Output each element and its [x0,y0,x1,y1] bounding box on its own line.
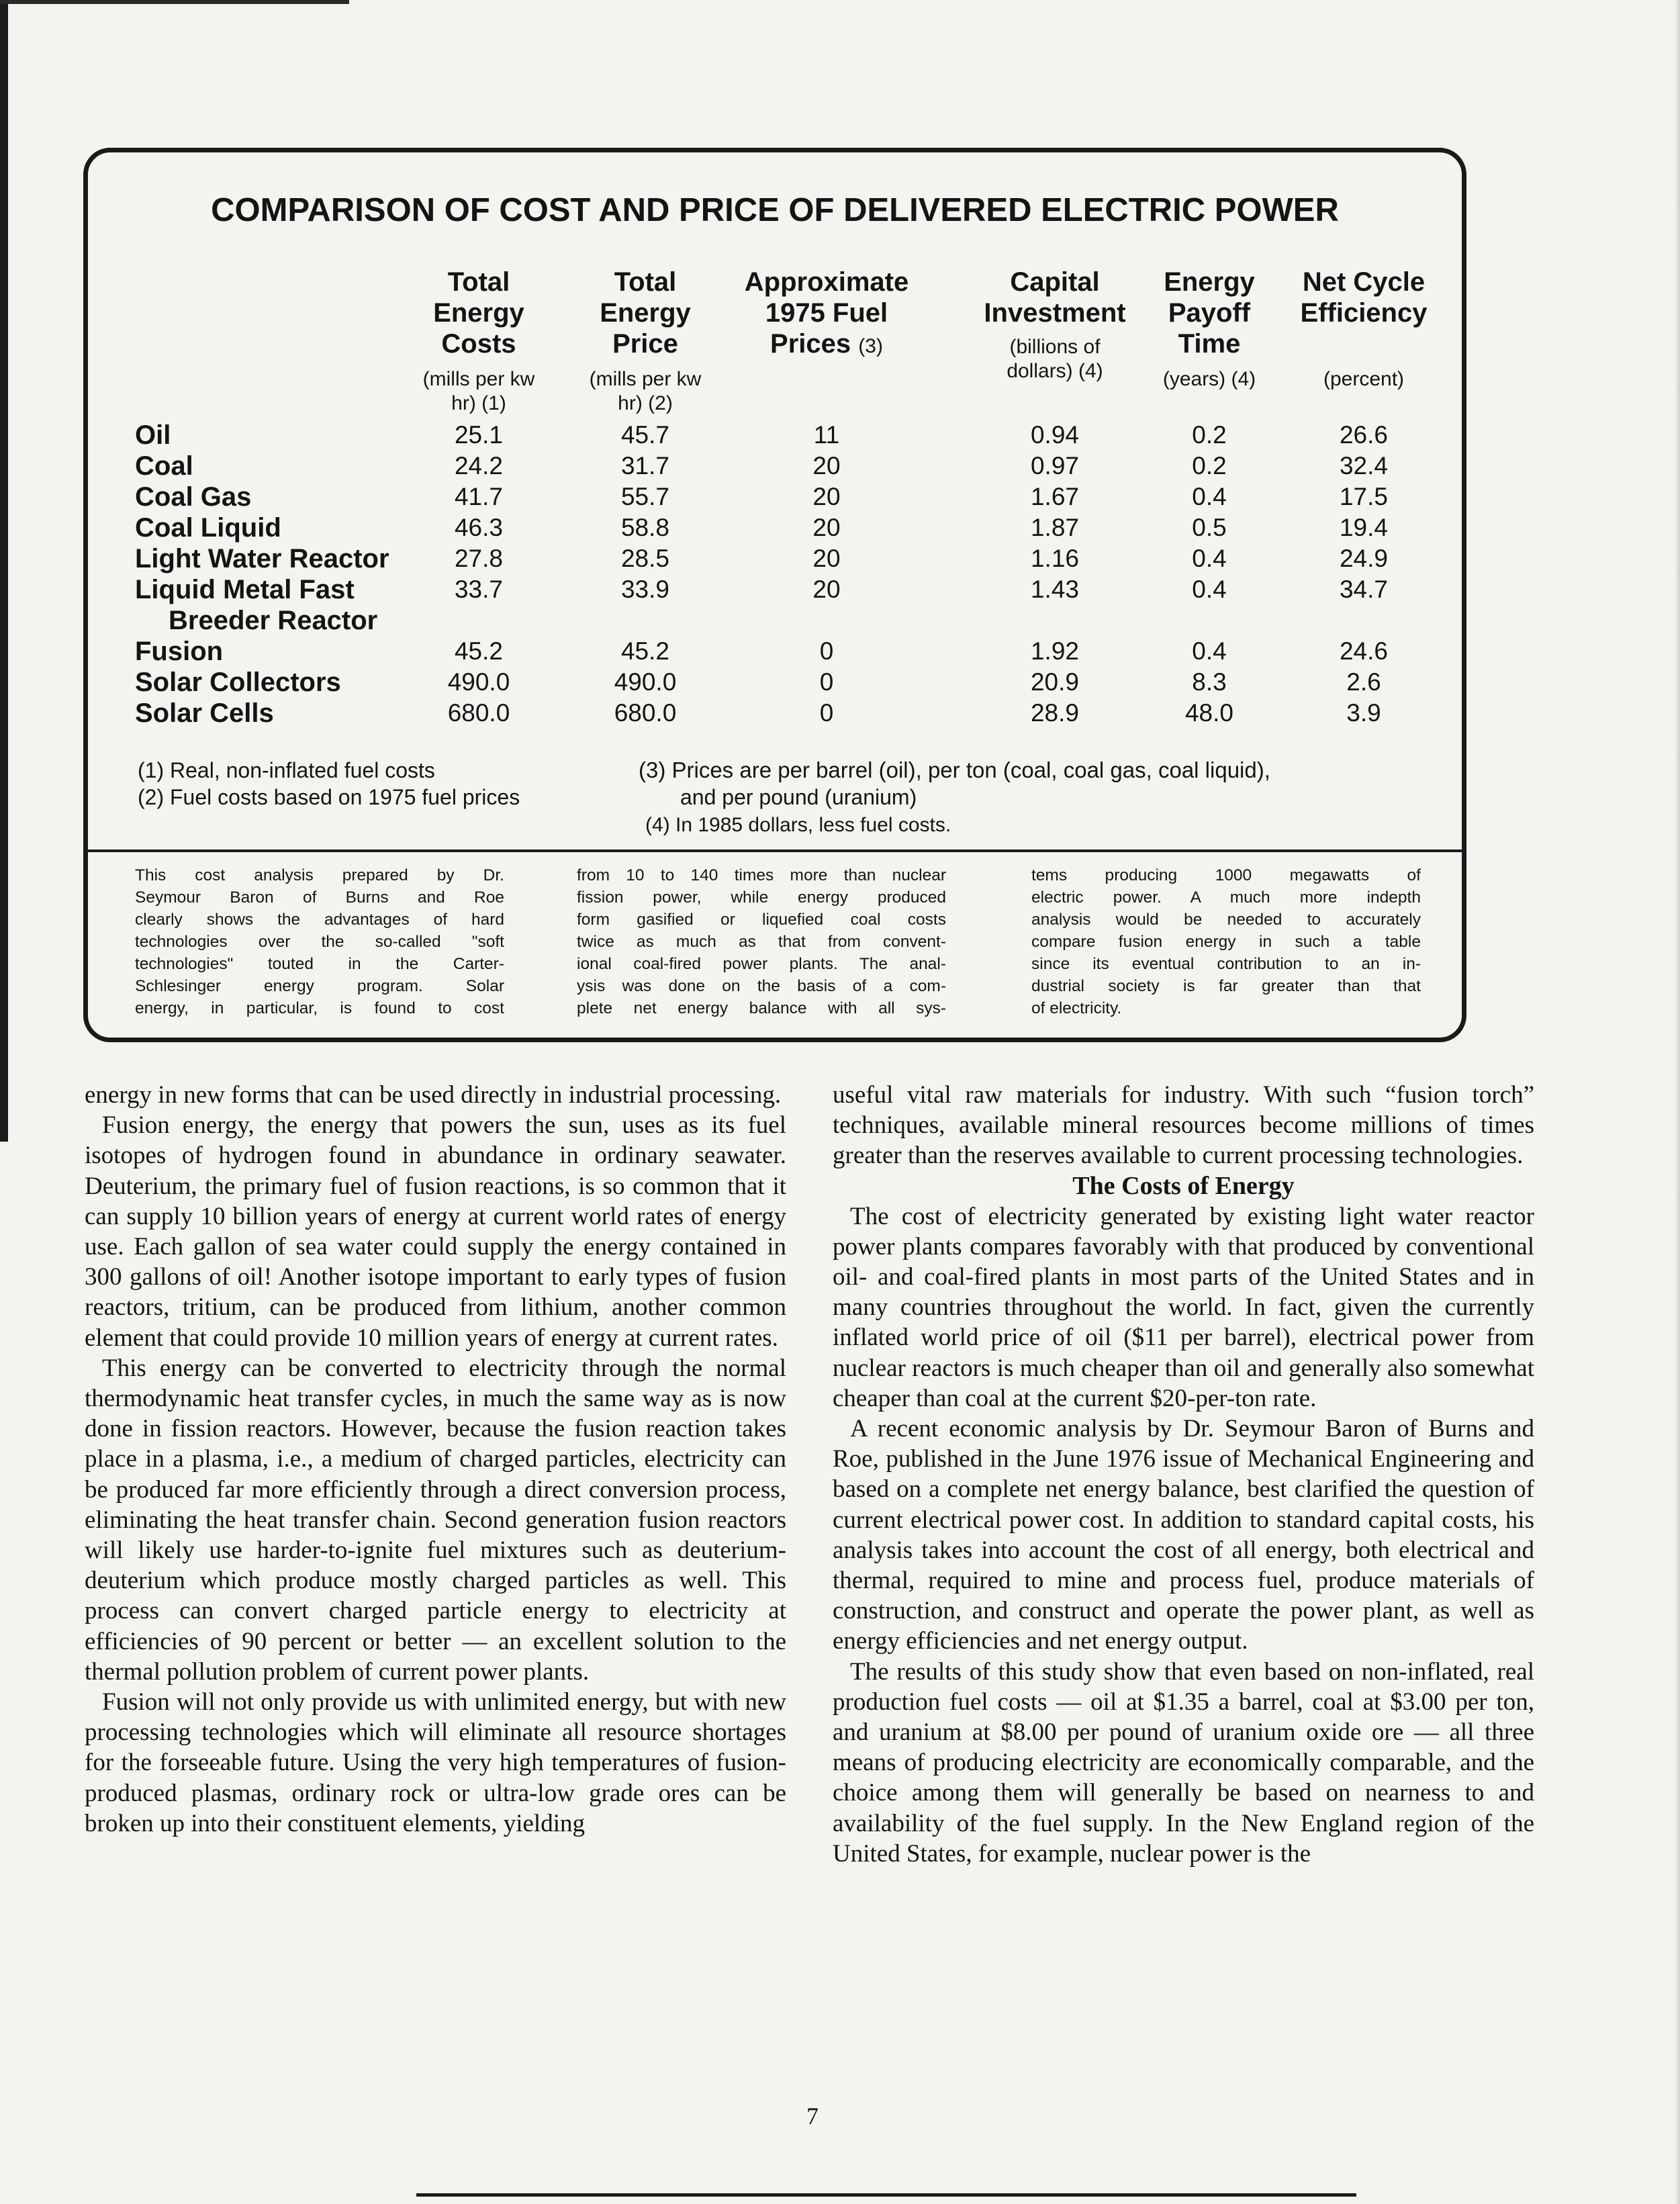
article-column-right [833,1080,1534,1869]
caption-column-1 [135,864,504,1019]
caption-line: twice as much as that from convent- [577,933,946,951]
table-cell: 8.3 [1192,668,1227,696]
table-cell: 20.9 [1030,668,1079,696]
caption-line: ional coal-fired power plants. The anal- [577,955,946,973]
table-cell: 20 [812,576,841,603]
row-label: Fusion [135,637,224,666]
col-head-net-cycle-efficiency: Net Cycle Efficiency [1300,267,1428,328]
row-label: Light Water Reactor [135,544,389,573]
row-label: Solar Cells [135,698,274,728]
table-cell: 46.3 [454,514,503,541]
row-label: Oil [135,420,171,450]
caption-line: analysis would be needed to accurately [1031,911,1421,929]
col-unit-energy-payoff-time: (years) (4) [1162,368,1256,390]
table-cell: 20 [812,452,841,479]
col-head-fuel-prices [686,267,968,362]
table-cell: 0.2 [1192,452,1227,479]
footnote-3-cont: and per pound (uranium) [680,785,917,809]
scan-edge-right [1675,0,1680,2204]
table-cell: 3.9 [1346,699,1381,727]
caption-line: of electricity. [1031,999,1122,1017]
caption-line: energy, in particular, is found to cost [135,999,504,1017]
table-cell: 48.0 [1184,699,1233,727]
right-paragraphs [833,1201,1534,1869]
cost-table-box [83,148,1466,1042]
table-cell: 34.7 [1339,576,1388,603]
table-cell: 0.4 [1192,637,1227,665]
table-cell: 0 [819,668,834,696]
table-cell: 11 [813,421,840,449]
table-cell: 0.97 [1030,452,1079,479]
row-label: Coal [135,451,193,481]
col-unit-total-energy-price: (mills per kw hr) (2) [589,368,702,414]
caption-line: clearly shows the advantages of hard [135,911,504,929]
table-title: COMPARISON OF COST AND PRICE OF DELIVERED ELECTRIC POWER [211,192,1339,228]
table-divider [88,850,1462,852]
caption-column-2 [577,864,946,1019]
table-cell: 0.2 [1192,421,1227,449]
table-cell: 1.92 [1030,637,1079,665]
col-head-total-energy-price: Total Energy Price [600,267,691,359]
table-cell: 20 [812,483,841,510]
row-label: Solar Collectors [135,668,341,697]
article-paragraph: Fusion will not only provide us with unlimited energy, but with new processing technologies which will eliminate all resource shortages for the forseeable future. Using the very high temperatures of fusion-produced plasmas, ordinary rock or ultra-low grade ores can be broken up into their constituent elements, yielding [85,1688,786,1837]
scan-edge-top [0,0,349,4]
footnote-1: (1) Real, non-inflated fuel costs [138,758,435,782]
caption-line: technologies" touted in the Carter- [135,955,504,973]
table-cell: 490.0 [447,668,510,696]
table-cell: 31.7 [620,452,669,479]
table-cell: 680.0 [614,699,677,727]
table-cell: 1.87 [1030,514,1079,541]
table-cell: 58.8 [620,514,669,541]
table-cell: 17.5 [1339,483,1388,510]
article-paragraph: This energy can be converted to electricity through the normal thermodynamic heat transfer cycles, in much the same way as is now done in fission reactors. However, because the fusion reaction takes place in a plasma, i.e., a medium of charged particles, electricity can be produced far more efficiently through a direct conversion process, eliminating the heat transfer chain. Second generation fusion reactors will likely use harder-to-ignite fuel mixtures such as deuterium-deuterium which produce mostly charged particles as well. This process can convert charged particle energy to electricity at efficiencies of 90 percent or better — an excellent solution to the thermal pollution problem of current power plants. [85,1354,786,1686]
col-head-energy-payoff-time: Energy Payoff Time [1164,267,1255,359]
table-cell: 0 [819,637,834,665]
table-cell: 26.6 [1339,421,1388,449]
caption-line: fission power, while energy produced [577,888,946,907]
table-cell: 0.5 [1192,514,1227,541]
col-head-total-energy-costs: Total Energy Costs [433,267,524,359]
table-cell: 27.8 [454,545,503,572]
caption-line: compare fusion energy in such a table [1031,933,1421,951]
caption-line: plete net energy balance with all sys- [577,999,946,1017]
section-heading: The Costs of Energy [1072,1171,1295,1200]
col-head-capital-investment: Capital Investment [984,267,1126,328]
article-paragraph: energy in new forms that can be used directly in industrial processing. [85,1081,782,1109]
table-cell: 45.7 [620,421,669,449]
caption-line: Schlesinger energy program. Solar [135,977,504,995]
row-label: Coal Gas [135,482,252,512]
caption-line: ysis was done on the basis of a com- [577,977,946,995]
table-cell: 33.7 [454,576,503,603]
article-paragraph: The cost of electricity generated by existing light water reactor power plants compares favorably with that produced by conventional oil- and coal-fired plants in most parts of the United States and in many countries throughout the world. In fact, given the currently inflated world price of oil ($11 per barrel), electrical power from nuclear reactors is much cheaper than oil and generally also somewhat cheaper than coal at the current $20-per-ton rate. [833,1202,1534,1412]
table-cell: 55.7 [620,483,669,510]
table-cell: 19.4 [1339,514,1388,541]
caption-line: tems producing 1000 megawatts of [1031,866,1421,884]
col-unit-capital-investment: (billions of dollars) (4) [1007,336,1103,382]
row-label-continuation: Breeder Reactor [169,606,378,635]
table-cell: 28.5 [620,545,669,572]
table-cell: 45.2 [620,637,669,665]
article-paragraph: The results of this study show that even based on non-inflated, real production fuel costs — oil at $1.35 a barrel, coal at $3.00 per ton, and uranium at $8.00 per pound of uranium oxide ore — all three means of producing electricity are economically comparable, and the choice among them will generally be based on nearness to and availability of the fuel supply. In the New England region of the United States, for example, nuclear power is the [833,1657,1534,1868]
table-cell: 0.4 [1192,483,1227,510]
scan-edge-bottom [416,2193,1356,2197]
table-cell: 24.2 [454,452,503,479]
table-cell: 32.4 [1339,452,1388,479]
table-cell: 490.0 [614,668,677,696]
table-cell: 41.7 [454,483,503,510]
caption-line: electric power. A much more indepth [1031,888,1421,907]
caption-line: technologies over the so-called "soft [135,933,504,951]
caption-line: from 10 to 140 times more than nuclear [577,866,946,884]
table-cell: 0.4 [1192,576,1227,603]
page-number: 7 [806,2103,819,2129]
article-paragraph: Fusion energy, the energy that powers the sun, uses as its fuel isotopes of hydrogen found in abundance in ordinary seawater. Deuterium, the primary fuel of fusion reactions, is so common that it can supply 10 billion years of energy at current world rates of energy use. Each gallon of sea water could supply the energy contained in 300 gallons of oil! Another isotope important to early types of fusion reactors, tritium, can be produced from lithium, another common element that could provide 10 million years of energy at current rates. [85,1111,786,1352]
scan-edge-left [0,0,8,1142]
caption-line: since its eventual contribution to an in- [1031,955,1421,973]
row-label: Liquid Metal Fast [135,575,355,604]
table-cell: 24.6 [1339,637,1388,665]
table-cell: 1.67 [1030,483,1079,510]
table-cell: 20 [812,545,841,572]
table-cell: 24.9 [1339,545,1388,572]
article-column-left [85,1080,786,1839]
col-unit-total-energy-costs: (mills per kw hr) (1) [422,368,535,414]
col-head-fuel-prices-note: (3) [858,335,883,357]
footnote-2: (2) Fuel costs based on 1975 fuel prices [138,785,520,809]
caption-line: form gasified or liquefied coal costs [577,911,946,929]
right-intro-paragraph: useful vital raw materials for industry. With such “fusion torch” techniques, available mineral resources become millions of times greater than the reserves available to current processing technologies. [833,1081,1534,1170]
table-cell: 1.16 [1030,545,1079,572]
footnote-3: (3) Prices are per barrel (oil), per ton (coal, coal gas, coal liquid), [639,757,1270,782]
table-cell: 2.6 [1346,668,1381,696]
table-cell: 28.9 [1030,699,1079,727]
caption-line: dustrial society is far greater than that [1031,977,1421,995]
table-cell: 0 [819,699,834,727]
footnote-4: (4) In 1985 dollars, less fuel costs. [645,814,951,836]
article-paragraph: A recent economic analysis by Dr. Seymour Baron of Burns and Roe, published in the June 1976 issue of Mechanical Engineering and based on a complete net energy balance, best clarified the question of current electrical power cost. In addition to standard capital costs, his analysis takes into account the cost of all energy, both electrical and thermal, required to mine and process fuel, produce materials of construction, and construct and operate the power plant, as well as energy efficiencies and net energy output. [833,1415,1534,1655]
row-label: Coal Liquid [135,513,281,543]
table-cell: 25.1 [454,421,503,449]
col-head-fuel-prices-text: Approximate 1975 Fuel Prices [744,267,909,359]
table-cell: 0.94 [1030,421,1079,449]
col-unit-net-cycle-efficiency: (percent) [1323,368,1405,390]
table-cell: 1.43 [1030,576,1079,603]
caption-line: Seymour Baron of Burns and Roe [135,888,504,907]
table-cell: 45.2 [454,637,503,665]
table-cell: 20 [812,514,841,541]
table-cell: 680.0 [447,699,510,727]
table-cell: 33.9 [620,576,669,603]
caption-column-3 [1031,864,1421,1019]
table-cell: 0.4 [1192,545,1227,572]
caption-line: This cost analysis prepared by Dr. [135,866,504,884]
